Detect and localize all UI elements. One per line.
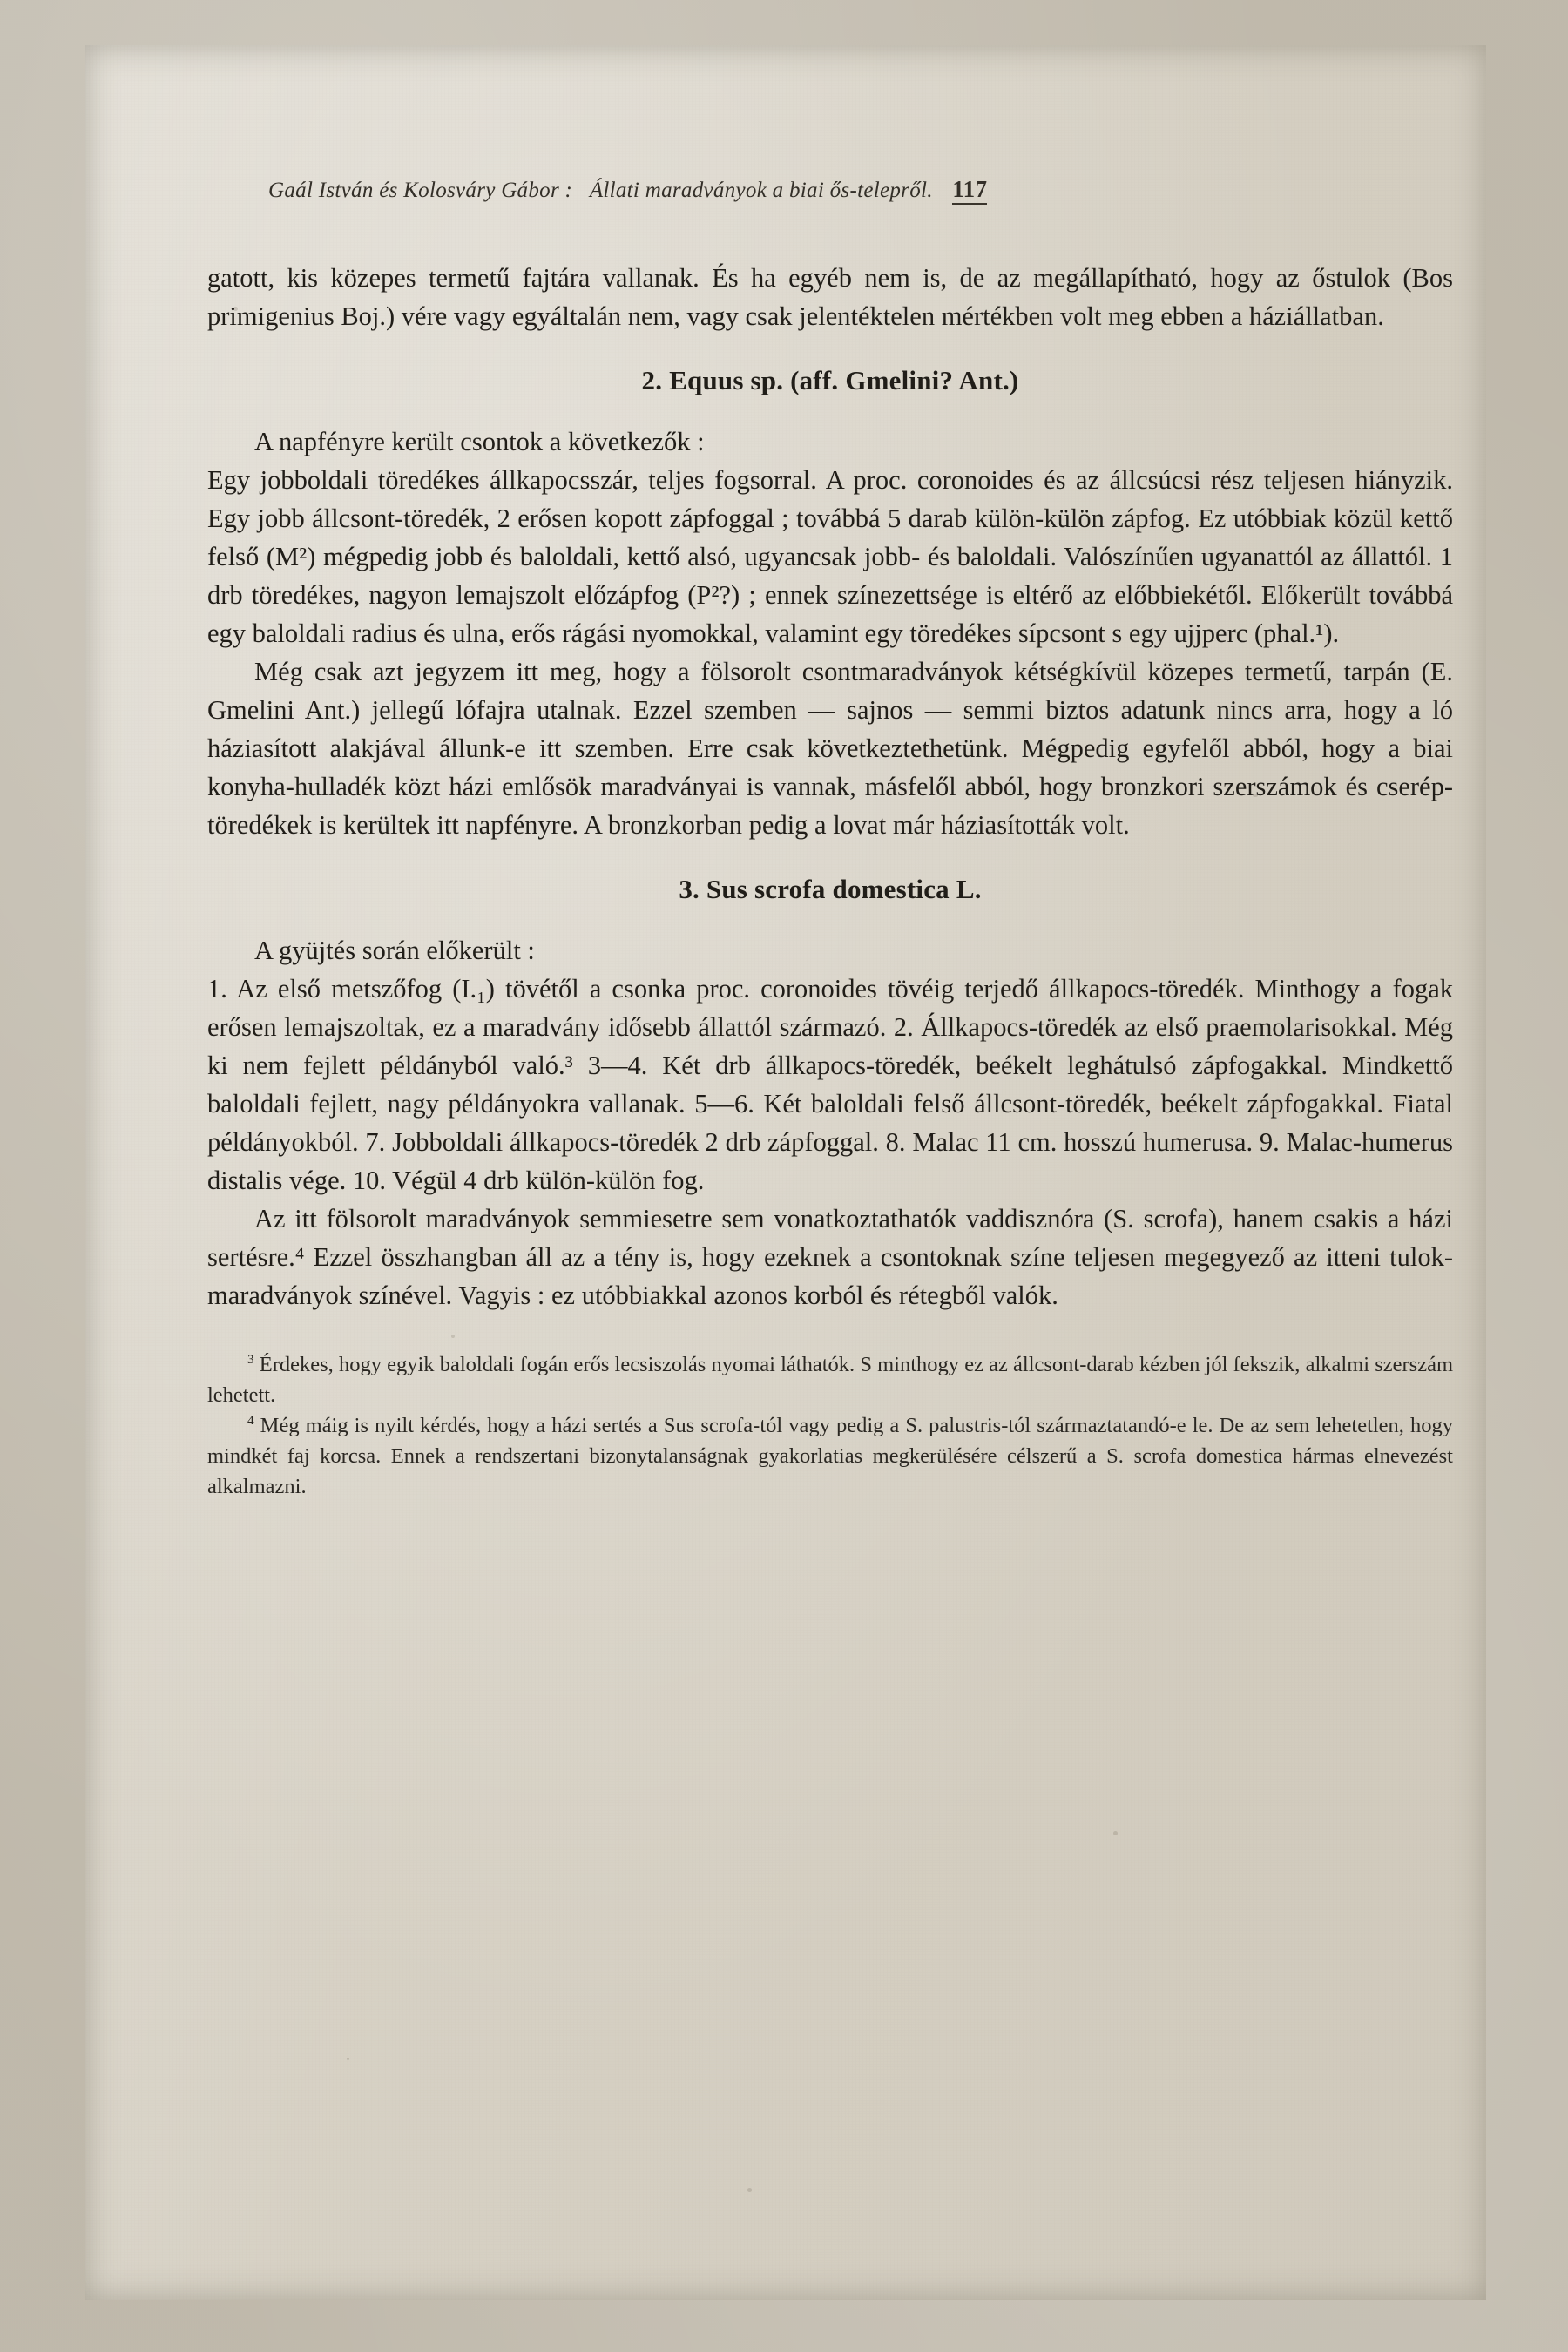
footnote-3 (207, 1349, 1453, 1410)
footnote-4 (207, 1410, 1453, 1502)
page-content (207, 176, 1531, 1502)
page-number: 117 (952, 176, 987, 205)
paper-sheet (85, 45, 1486, 2300)
paragraph-sus-conclusion: Az itt fölsorolt maradványok semmiesetre sem vonatkoztathatók vaddisznóra (S. scrofa), hanem csakis a házi sertésre.⁴ Ezzel összhangban áll az a tény is, hogy ezeknek a csontoknak színe teljesen megegyező az itteni tulok-maradványok színével. Vagyis : ez utóbbiakkal azonos korból és rétegből valók. (207, 1204, 1453, 1310)
section-heading-equus: 2. Equus sp. (aff. Gmelini? Ant.) (641, 365, 1019, 395)
paragraph-sus-list: 1. Az első metszőfog (I.₁) tövétől a csonka proc. coronoides tövéig terjedő állkapocs-töredék. Minthogy a fogak erősen lemajszoltak, ez a maradvány idősebb állattól származó. 2. Állkapocs-töredék az első praemolarisokkal. Még ki nem fejlett példányból való.³ 3—4. Két drb állkapocs-töredék, beékelt leghátulsó zápfogakkal. Mindkettő baloldali fejlett, nagy példányokra vallanak. 5—6. Két baloldali felső állcsont-töredék, beékelt zápfogakkal. Fiatal példányokból. 7. Jobboldali állkapocs-töredék 2 drb zápfoggal. 8. Malac 11 cm. hosszú humerusa. 9. Malac-humerus distalis vége. 10. Végül 4 drb külön-külön fog. (207, 974, 1453, 1195)
footnotes-block (207, 1349, 1453, 1502)
footnote-marker-3: 3 (247, 1351, 254, 1367)
paragraph-sus-lead: A gyüjtés során előkerült : (254, 936, 535, 965)
footnote-4-text: Még máig is nyilt kérdés, hogy a házi sertés a Sus scrofa-tól vagy pedig a S. palustris-tól származtatandó-e le. De az sem lehetetlen, hogy mindkét faj korcsa. Ennek a rendszertani bizonytalanságnak gyakorlatias megkerülésére célszerű a S. scrofa domestica hármas elnevezést alkalmazni. (207, 1414, 1453, 1498)
running-head-authors: Gaál István és Kolosváry Gábor : (268, 179, 573, 202)
running-head-title: Állati maradványok a biai ős-telepről. (589, 179, 933, 202)
footnote-3-text: Érdekes, hogy egyik baloldali fogán erős lecsiszolás nyomai láthatók. S minthogy ez az állcsont-darab kézben jól fekszik, alkalmi szerszám lehetett. (207, 1353, 1453, 1407)
body-text-column (207, 259, 1453, 1315)
paragraph-equus-list: Egy jobboldali töredékes állkapocsszár, teljes fogsorral. A proc. coronoides és az állcsúcsi rész teljesen hiányzik. Egy jobb állcsont-töredék, 2 erősen kopott zápfoggal ; továbbá 5 darab külön-külön zápfog. Ez utóbbiak közül kettő felső (M²) mégpedig jobb és baloldali, kettő alsó, ugyancsak jobb- és baloldali. Valószínűen ugyanattól az állattól. 1 drb töredékes, nagyon lemajszolt előzápfog (P²?) ; ennek színezettsége is eltérő az előbbiekétől. Előkerült továbbá egy baloldali radius és ulna, erős rágási nyomokkal, valamint egy töredékes sípcsont s egy ujjperc (phal.¹). (207, 465, 1453, 648)
running-head (268, 176, 1531, 205)
paragraph-equus-discussion: Még csak azt jegyzem itt meg, hogy a fölsorolt csontmaradványok kétségkívül közepes termetű, tarpán (E. Gmelini Ant.) jellegű lófajra utalnak. Ezzel szemben — sajnos — semmi biztos adatunk nincs arra, hogy a ló háziasított alakjával állunk-e itt szemben. Erre csak következtethetünk. Mégpedig egyfelől abból, hogy a biai konyha-hulladék közt házi emlősök maradványai is vannak, másfelől abból, hogy bronzkori szerszámok és cserép-töredékek is kerültek itt napfényre. A bronzkorban pedig a lovat már háziasították volt. (207, 657, 1453, 840)
section-heading-sus: 3. Sus scrofa domestica L. (679, 874, 982, 904)
footnote-marker-4: 4 (247, 1412, 254, 1428)
paragraph-equus-lead: A napfényre került csontok a következők : (254, 427, 705, 456)
paragraph-continued-bos: gatott, kis közepes termetű fajtára vallanak. És ha egyéb nem is, de az megállapítható, hogy az őstulok (Bos primigenius Boj.) vére vagy egyáltalán nem, vagy csak jelentéktelen mértékben volt meg ebben a háziállatban. (207, 263, 1453, 331)
